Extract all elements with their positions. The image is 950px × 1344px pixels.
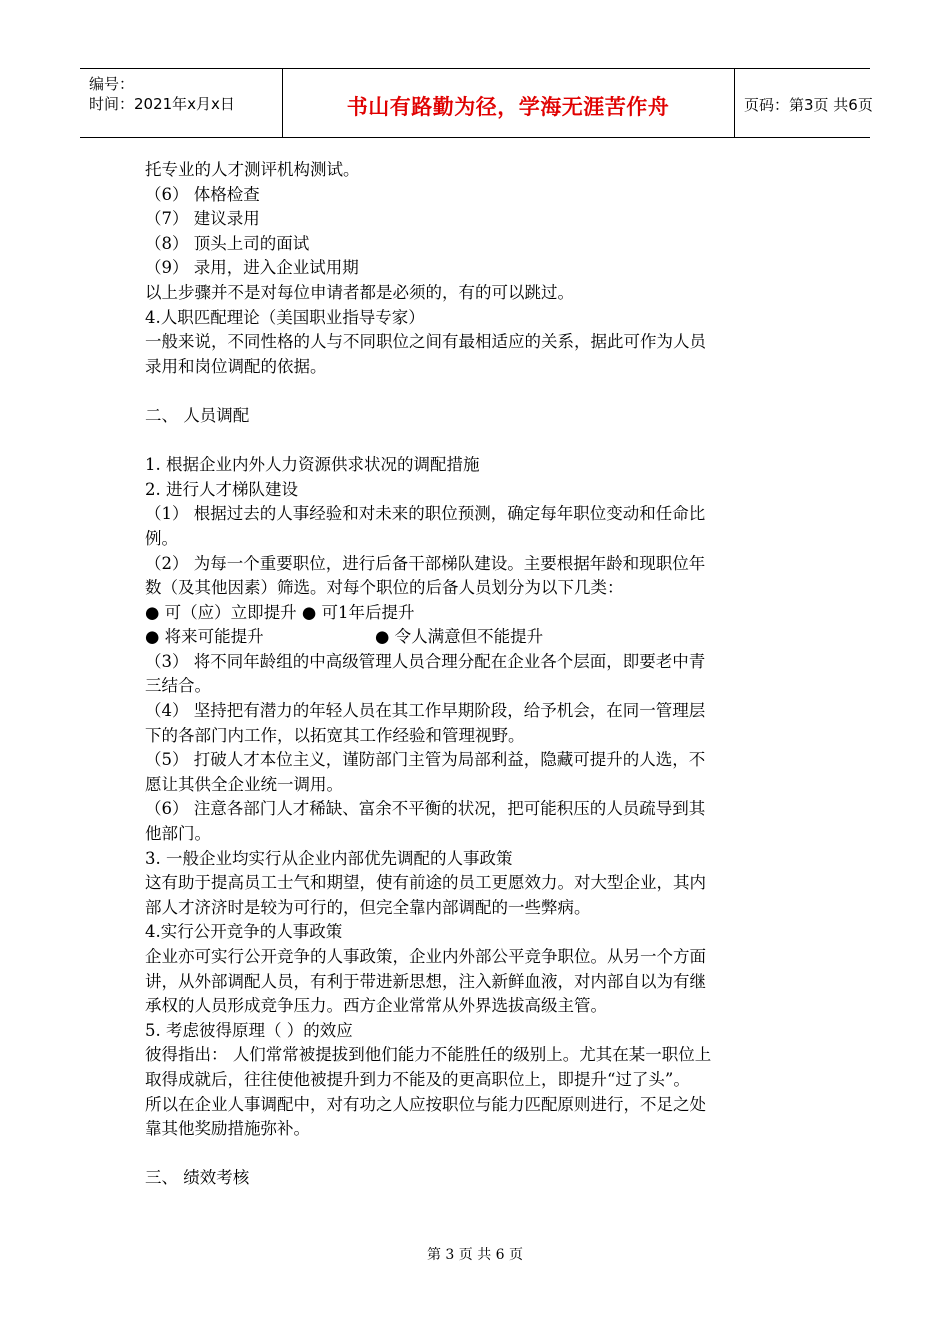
bullet-item: ● 将来可能提升 [145,627,264,647]
list-item: （2） 为每一个重要职位，进行后备干部梯队建设。主要根据年龄和现职位年 [145,553,706,573]
document-body [145,158,810,1191]
blank-line [145,379,810,404]
text-line: 所以在企业人事调配中，对有功之人应按职位与能力匹配原则进行，不足之处 [145,1094,706,1114]
header-motto-cell [282,69,735,137]
list-item: （6） 体格检查 [145,184,260,204]
list-item: （5） 打破人才本位主义，谨防部门主管为局部利益，隐藏可提升的人选，不 [145,750,706,770]
list-item: （8） 顶头上司的面试 [145,233,310,253]
subheading: 2. 进行人才梯队建设 [145,479,298,499]
header-page-number: 页码：第3页 共6页 [744,96,873,114]
blank-line [145,1142,810,1167]
subheading: 1. 根据企业内外人力资源供求状况的调配措施 [145,455,480,475]
text-line: 讲，从外部调配人员，有利于带进新思想，注入新鲜血液，对内部自以为有继 [145,971,706,991]
header-meta-cell [80,69,283,137]
list-item: （6） 注意各部门人才稀缺、富余不平衡的状况，把可能积压的人员疏导到其 [145,799,706,819]
subheading: 4.人职匹配理论（美国职业指导专家） [145,307,425,327]
text-line: 数（及其他因素）筛选。对每个职位的后备人员划分为以下几类： [145,578,624,598]
bullet-item: ● 令人满意但不能提升 [375,627,544,647]
list-item: （7） 建议录用 [145,209,260,229]
list-item: （3） 将不同年龄组的中高级管理人员合理分配在企业各个层面，即要老中青 [145,651,706,671]
list-item: （1） 根据过去的人事经验和对未来的职位预测，确定每年职位变动和任命比 [145,504,706,524]
text-line: 以上步骤并不是对每位申请者都是必须的，有的可以跳过。 [145,282,574,302]
document-date: 时间：2021年x月x日 [89,95,235,113]
text-line: 企业亦可实行公开竞争的人事政策，企业内外部公平竞争职位。从另一个方面 [145,947,706,966]
subheading: 3. 一般企业均实行从企业内部优先调配的人事政策 [145,848,513,868]
header-motto: 书山有路勤为径，学海无涯苦作舟 [346,95,670,119]
text-line: 下的各部门内工作，以拓宽其工作经验和管理视野。 [145,725,525,745]
text-line: 靠其他奖励措施弥补。 [145,1119,310,1139]
text-line: 承权的人员形成竞争压力。西方企业常常从外界选拔高级主管。 [145,996,607,1016]
header-page-cell [735,69,873,137]
text-line: 部人才济济时是较为可行的，但完全靠内部调配的一些弊病。 [145,897,591,917]
document-number: 编号： [89,75,135,93]
page-footer: 第 3 页 共 6 页 [426,1247,524,1263]
text-line: 一般来说，不同性格的人与不同职位之间有最相适应的关系，据此可作为人员 [145,332,706,352]
bullet-line: ● 可（应）立即提升 ● 可1年后提升 [145,602,415,622]
text-line: 彼得指出： 人们常常被提拔到他们能力不能胜任的级别上。尤其在某一职位上 [145,1045,712,1065]
text-line: 录用和岗位调配的依据。 [145,356,327,376]
text-line: 例。 [145,528,178,548]
subheading: 4.实行公开竞争的人事政策 [145,922,343,942]
text-line: 三结合。 [145,676,211,696]
text-line: 取得成就后，往往使他被提升到力不能及的更高职位上，即提升“过了头”。 [145,1069,690,1089]
page-header [80,68,873,138]
section-heading: 二、 人员调配 [145,405,250,425]
list-item: （4） 坚持把有潜力的年轻人员在其工作早期阶段，给予机会，在同一管理层 [145,701,706,721]
list-item: （9） 录用，进入企业试用期 [145,258,359,278]
blank-line [145,429,810,454]
text-line: 托专业的人才测评机构测试。 [145,160,360,179]
subheading: 5. 考虑彼得原理（ ）的效应 [145,1020,353,1040]
bullet-line [145,625,810,650]
text-line: 愿让其供全企业统一调用。 [145,774,343,794]
section-heading: 三、 绩效考核 [145,1168,250,1188]
text-line: 这有助于提高员工士气和期望，使有前途的员工更愿效力。对大型企业，其内 [145,873,706,893]
text-line: 他部门。 [145,824,211,844]
